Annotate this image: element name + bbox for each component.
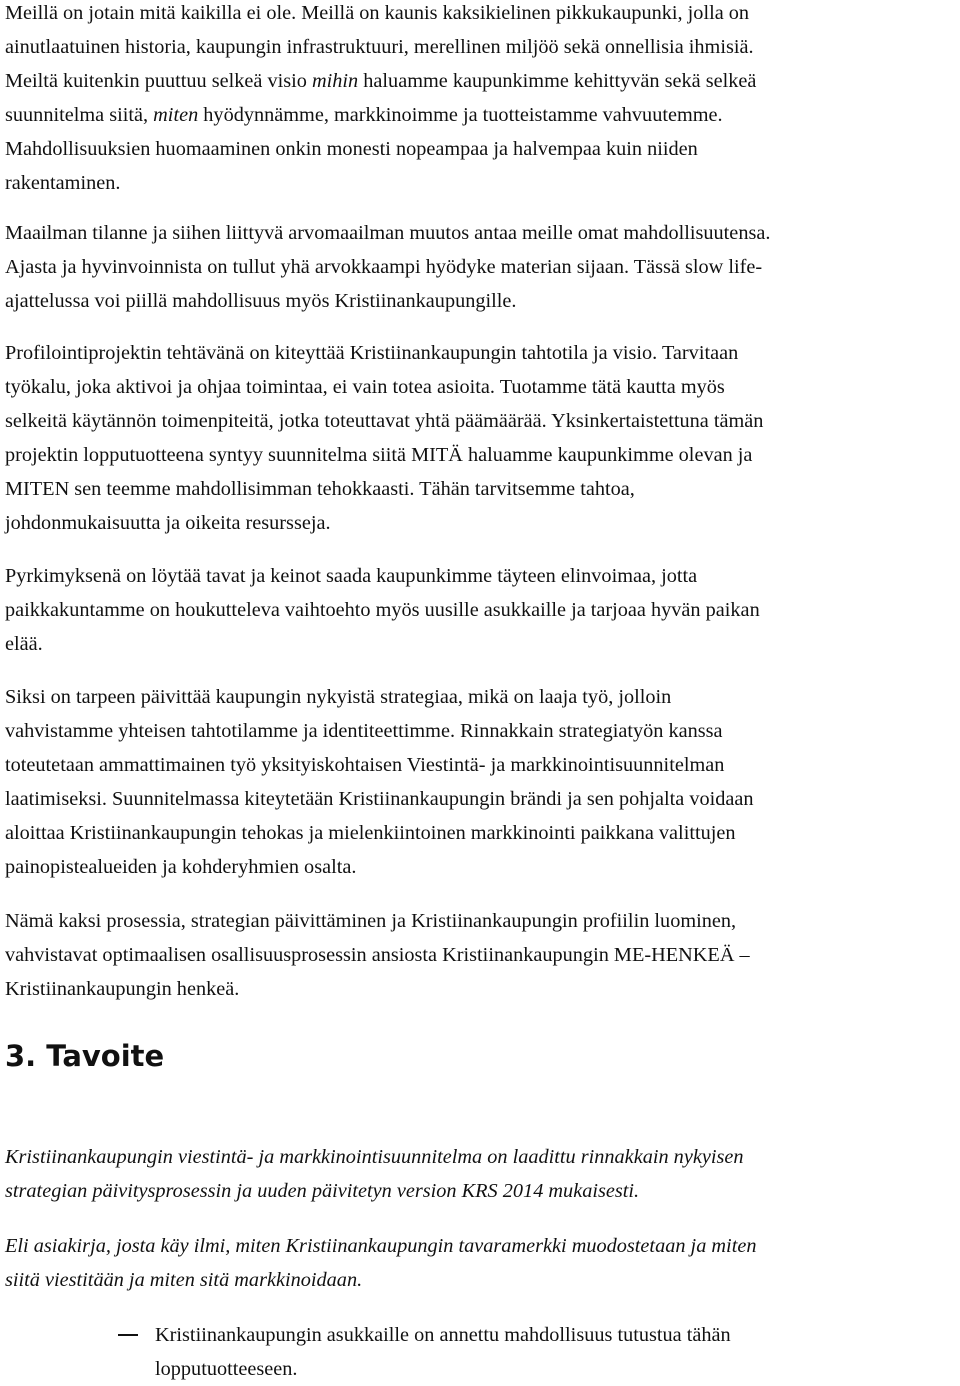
paragraph-intro: [5, 0, 955, 200]
text-line: Meillä on jotain mitä kaikilla ei ole. Meillä on kaunis kaksikielinen pikkukaupunki, jolla on: [5, 2, 750, 24]
text-line: ainutlaatuinen historia, kaupungin infrastruktuuri, merellinen miljöö sekä onnellisia ihmisiä.: [5, 36, 754, 58]
bullet-text: [155, 1318, 731, 1386]
text-run: hyödynnämme, markkinoimme ja tuotteistamme vahvuutemme.: [198, 104, 723, 126]
paragraph-two-processes: [5, 904, 955, 1006]
text-line: Maailman tilanne ja siihen liittyvä arvomaailman muutos antaa meille omat mahdollisuutensa.: [5, 222, 771, 244]
dash-bullet-icon: [118, 1334, 138, 1336]
text-line: Nämä kaksi prosessia, strategian päivittäminen ja Kristiinankaupungin profiilin luominen,: [5, 910, 737, 932]
text-line: vahvistamme yhteisen tahtotilamme ja identiteettimme. Rinnakkain strategiatyön kanssa: [5, 720, 723, 742]
paragraph-strategy-update: [5, 680, 955, 884]
paragraph-plan-basis: [5, 1140, 955, 1208]
text-line: Siksi on tarpeen päivittää kaupungin nykyistä strategiaa, mikä on laaja työ, jolloin: [5, 686, 672, 708]
section-heading: 3. Tavoite: [5, 1039, 165, 1073]
text-line: Kristiinankaupungin asukkaille on annettu mahdollisuus tutustua tähän: [155, 1324, 731, 1346]
text-line: aloittaa Kristiinankaupungin tehokas ja mielenkiintoinen markkinointi paikkana valittujen: [5, 822, 736, 844]
text-line: laatimiseksi. Suunnitelmassa kiteytetään Kristiinankaupungin brändi ja sen pohjalta voidaan: [5, 788, 754, 810]
paragraph-world-situation: [5, 216, 955, 318]
text-run: haluamme kaupunkimme kehittyvän sekä selkeä: [358, 70, 757, 92]
text-line: [5, 98, 955, 132]
text-line: Eli asiakirja, josta käy ilmi, miten Kristiinankaupungin tavaramerkki muodostetaan ja miten: [5, 1235, 757, 1257]
text-line: toteutetaan ammattimainen työ yksityiskohtaisen Viestintä- ja markkinointisuunnitelman: [5, 754, 725, 776]
text-line: projektin lopputuotteena syntyy suunnitelma siitä MITÄ haluamme kaupunkimme olevan ja: [5, 444, 753, 466]
text-line: selkeitä käytännön toimenpiteitä, jotka toteuttavat yhtä päämäärää. Yksinkertaistettuna tämän: [5, 410, 764, 432]
text-line: Profilointiprojektin tehtävänä on kiteyttää Kristiinankaupungin tahtotila ja visio. Tarvitaan: [5, 342, 739, 364]
text-line: vahvistavat optimaalisen osallisuusprosessin ansiosta Kristiinankaupungin ME-HENKEÄ –: [5, 944, 750, 966]
text-line: siitä viestitään ja miten sitä markkinoidaan.: [5, 1269, 363, 1291]
emphasis-miten: miten: [153, 104, 199, 126]
text-line: Ajasta ja hyvinvoinnista on tullut yhä arvokkaampi hyödyke materian sijaan. Tässä slow life-: [5, 256, 763, 278]
text-line: työkalu, joka aktivoi ja ohjaa toimintaa, ei vain totea asioita. Tuotamme tätä kautta myös: [5, 376, 725, 398]
text-line: rakentaminen.: [5, 172, 121, 194]
text-line: elää.: [5, 633, 43, 655]
paragraph-profiling-project: [5, 336, 955, 540]
text-line: Kristiinankaupungin viestintä- ja markkinointisuunnitelma on laadittu rinnakkain nykyisen: [5, 1146, 744, 1168]
text-line: [5, 64, 955, 98]
text-run: Meiltä kuitenkin puuttuu selkeä visio: [5, 70, 312, 92]
text-line: Pyrkimyksenä on löytää tavat ja keinot saada kaupunkimme täyteen elinvoimaa, jotta: [5, 565, 698, 587]
text-line: MITEN sen teemme mahdollisimman tehokkaasti. Tähän tarvitsemme tahtoa,: [5, 478, 635, 500]
paragraph-document-purpose: [5, 1229, 955, 1297]
text-line: strategian päivitysprosessin ja uuden päivitetyn version KRS 2014 mukaisesti.: [5, 1180, 640, 1202]
text-line: painopistealueiden ja kohderyhmien osalta.: [5, 856, 357, 878]
text-run: suunnitelma siitä,: [5, 104, 154, 126]
paragraph-aim: [5, 559, 955, 661]
text-line: ajattelussa voi piillä mahdollisuus myös Kristiinankaupungille.: [5, 290, 517, 312]
text-line: johdonmukaisuutta ja oikeita resursseja.: [5, 512, 331, 534]
emphasis-mihin: mihin: [312, 70, 359, 92]
text-line: paikkakuntamme on houkutteleva vaihtoehto myös uusille asukkaille ja tarjoaa hyvän paikan: [5, 599, 760, 621]
text-line: Mahdollisuuksien huomaaminen onkin monesti nopeampaa ja halvempaa kuin niiden: [5, 138, 698, 160]
text-line: lopputuotteeseen.: [155, 1358, 298, 1380]
text-line: Kristiinankaupungin henkeä.: [5, 978, 240, 1000]
